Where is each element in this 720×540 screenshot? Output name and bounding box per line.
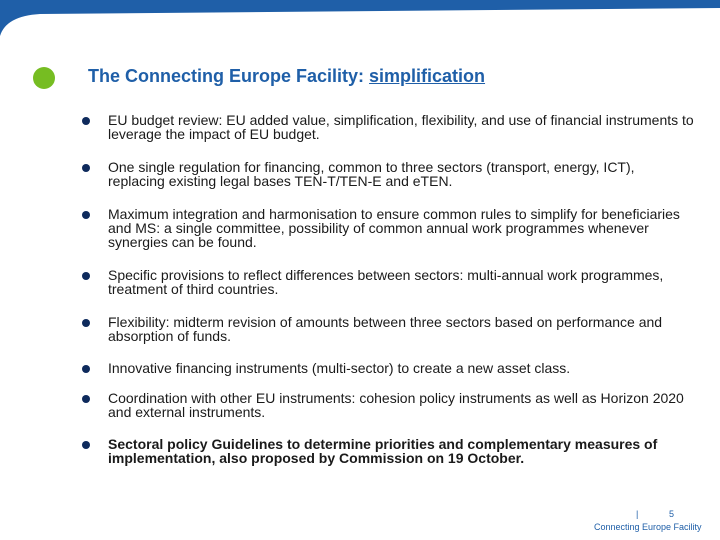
footer-title: Connecting Europe Facility <box>594 522 702 532</box>
bullet-text: Sectoral policy Guidelines to determine priorities and complementary measures of implementation, also proposed by Commission on 19 October. <box>108 436 658 466</box>
bullet-text: One single regulation for financing, common to three sectors (transport, energy, ICT), replacing existing legal bases TEN-T/TEN-E and eTEN. <box>108 159 635 189</box>
bullet-text: Specific provisions to reflect differences between sectors: multi-annual work programmes, treatment of third countries. <box>108 267 664 297</box>
bullet-dot-icon <box>82 395 90 403</box>
bullet-dot-icon <box>82 441 90 449</box>
bullet-dot-icon <box>82 272 90 280</box>
header-wave-band <box>0 0 720 60</box>
bullet-text: Innovative financing instruments (multi-sector) to create a new asset class. <box>108 360 571 376</box>
bullet-dot-icon <box>82 211 90 219</box>
footer-separator: | <box>636 509 639 519</box>
bullet-dot-icon <box>82 319 90 327</box>
slide-title <box>88 65 485 87</box>
bullet-dot-icon <box>82 117 90 125</box>
slide-title-prefix: The Connecting Europe Facility: <box>88 66 370 86</box>
bullet-text: Flexibility: midterm revision of amounts between three sectors based on performance and absorption of funds. <box>108 314 663 344</box>
page-number: 5 <box>669 509 675 519</box>
bullet-dot-icon <box>82 365 90 373</box>
bullet-text: EU budget review: EU added value, simplification, flexibility, and use of financial instruments to leverage the impact of EU budget. <box>108 112 694 142</box>
bullet-text: Coordination with other EU instruments: cohesion policy instruments as well as Horizon 2020 and external instruments. <box>108 390 684 420</box>
slide-title-emphasis: simplification <box>369 66 486 86</box>
bullet-text: Maximum integration and harmonisation to ensure common rules to simplify for beneficiaries and MS: a single committee, possibility of common annual work programmes whenever synergies can be found. <box>108 206 680 250</box>
title-bullet-dot <box>33 67 55 89</box>
bullet-dot-icon <box>82 164 90 172</box>
